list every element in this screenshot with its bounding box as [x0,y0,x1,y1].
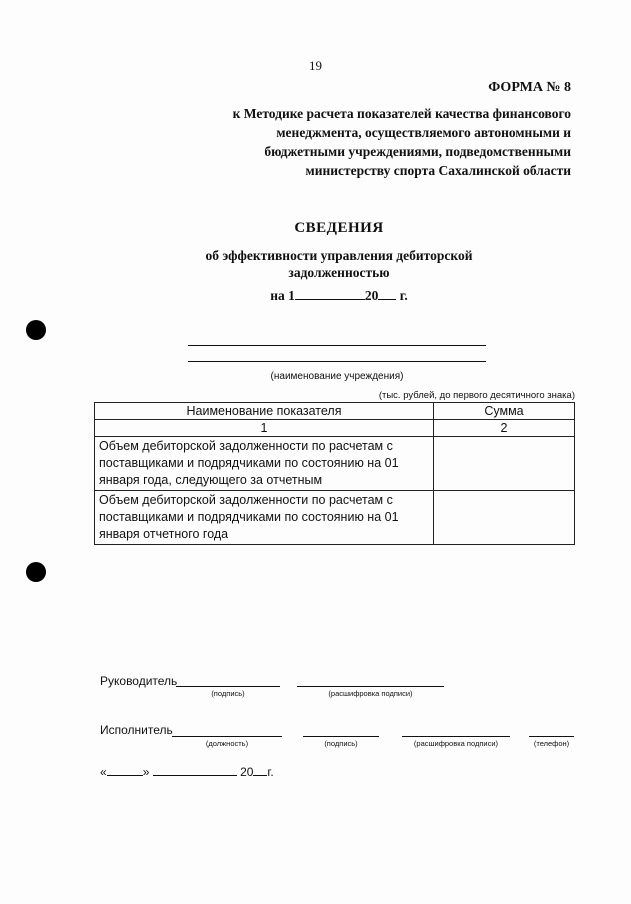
form-number: ФОРМА № 8 [488,80,571,95]
executor-name-caption: (расшифровка подписи) [413,739,499,748]
document-subtitle-line: задолженностью [288,265,390,280]
report-date-prefix: на 1 [270,288,295,303]
report-date-year: 20 [364,288,379,303]
column-number: 1 [95,420,434,437]
report-date-day-field[interactable] [295,286,365,300]
executor-phone-caption: (телефон) [533,739,570,748]
form-subtitle [141,104,571,180]
document-title: СВЕДЕНИЯ [294,220,384,236]
indicator-name-cell [95,437,434,491]
subtitle-line: менеджмента, осуществляемого автономными и [276,125,571,140]
report-date [0,286,631,304]
institution-name-field[interactable] [188,345,486,346]
executor-position-caption: (должность) [205,739,249,748]
signing-date-close-quote: » [142,765,150,779]
head-name-caption: (расшифровка подписи) [328,689,413,698]
institution-name-field[interactable] [188,361,486,362]
indicator-name-line: Объем дебиторской задолженности по расчетам с [99,493,393,507]
subtitle-line: к Методике расчета показателей качества финансового [232,106,571,121]
indicator-name-line: поставщиками и подрядчиками по состоянию на 01 [99,456,399,470]
report-date-year-field[interactable] [378,286,396,300]
punch-hole-icon [26,320,46,340]
signing-date-year: 20 [240,765,254,779]
signing-date-suffix: г. [267,765,274,779]
signing-date-open-quote: « [100,765,107,779]
column-header-amount: Сумма [434,403,575,420]
head-signature-caption: (подпись) [211,689,245,698]
executor-position-field[interactable] [172,736,282,737]
punch-hole-icon [26,562,46,582]
amount-cell[interactable] [434,491,575,545]
report-date-suffix: г. [399,288,408,303]
signing-date [100,764,274,779]
signing-date-year-field[interactable] [253,764,267,776]
signing-date-day-field[interactable] [107,764,143,776]
head-label: Руководитель [100,674,178,688]
indicator-name-cell [95,491,434,545]
units-note: (тыс. рублей, до первого десятичного знака) [378,390,575,401]
indicator-name-line: января отчетного года [99,527,229,541]
table-number-row [95,420,575,437]
institution-caption: (наименование учреждения) [270,371,404,382]
document-subtitle-line: об эффективности управления дебиторской [205,248,473,263]
column-header-indicator: Наименование показателя [95,403,434,420]
executor-phone-field[interactable] [529,736,574,737]
table-row [95,437,575,491]
head-name-field[interactable] [297,686,444,687]
subtitle-line: бюджетными учреждениями, подведомственными [264,144,571,159]
subtitle-line: министерству спорта Сахалинской области [305,163,571,178]
indicator-name-line: Объем дебиторской задолженности по расчетам с [99,439,393,453]
column-number: 2 [434,420,575,437]
table-header-row [95,403,575,420]
indicator-name-line: января года, следующего за отчетным [99,473,323,487]
indicator-table [94,402,575,545]
document-subtitle [0,247,631,281]
signing-date-month-field[interactable] [153,764,237,776]
table-row [95,491,575,545]
head-signature-field[interactable] [176,686,280,687]
executor-label: Исполнитель [100,723,173,737]
indicator-name-line: поставщиками и подрядчиками по состоянию на 01 [99,510,399,524]
executor-name-field[interactable] [402,736,510,737]
page-number: 19 [309,58,322,73]
executor-signature-field[interactable] [303,736,379,737]
amount-cell[interactable] [434,437,575,491]
executor-signature-caption: (подпись) [324,739,358,748]
